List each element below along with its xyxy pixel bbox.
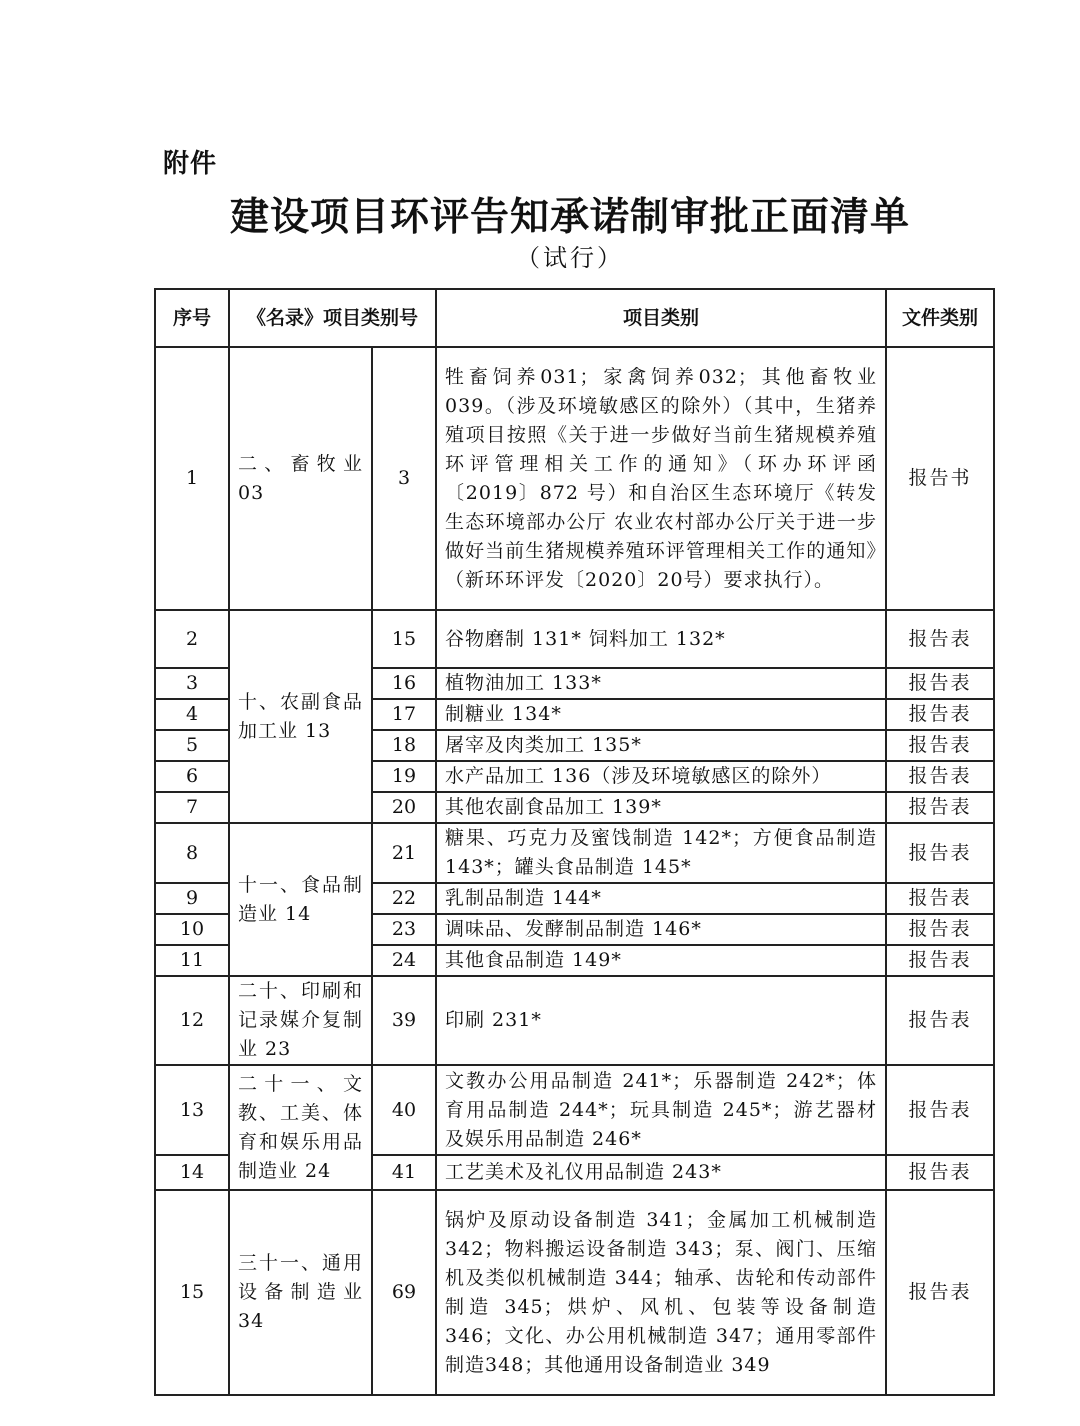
industry-group: 二十、印刷和记录媒介复制业 23: [229, 976, 372, 1065]
category-description: 牲畜饲养031；家禽饲养032；其他畜牧业039。（涉及环境敏感区的除外）（其中，生猪养殖项目按照《关于进一步做好当前生猪规模养殖环评管理相关工作的通知》（环办环评函〔2019〕872 号）和自治区生态环境厅《转发生态环境部办公厅 农业农村部办公厅关于进一步做好当前生猪规模养殖环评管理相关工作的通知》（新环环评发〔2020〕20号）要求执行）。: [436, 347, 886, 610]
category-description: 糖果、巧克力及蜜饯制造 142*；方便食品制造 143*；罐头食品制造 145*: [436, 823, 886, 883]
category-number: 17: [372, 699, 436, 730]
category-number: 18: [372, 730, 436, 761]
row-seq: 1: [155, 347, 229, 610]
doc-type: 报告表: [886, 668, 994, 699]
doc-type: 报告表: [886, 914, 994, 945]
doc-type: 报告表: [886, 945, 994, 976]
category-number: 22: [372, 883, 436, 914]
category-description: 其他食品制造 149*: [436, 945, 886, 976]
category-description: 制糖业 134*: [436, 699, 886, 730]
row-seq: 9: [155, 883, 229, 914]
approval-list-table: [154, 288, 995, 1396]
doc-type: 报告表: [886, 699, 994, 730]
industry-group: 十一、食品制造业 14: [229, 823, 372, 976]
row-seq: 11: [155, 945, 229, 976]
category-description: 植物油加工 133*: [436, 668, 886, 699]
header-category: 项目类别: [436, 289, 886, 347]
doc-type: 报告表: [886, 761, 994, 792]
header-seq: 序号: [155, 289, 229, 347]
row-seq: 5: [155, 730, 229, 761]
doc-type: 报告表: [886, 792, 994, 823]
doc-type: 报告表: [886, 1155, 994, 1190]
table-row: [155, 610, 994, 668]
category-description: 水产品加工 136（涉及环境敏感区的除外）: [436, 761, 886, 792]
document-title: 建设项目环评告知承诺制审批正面清单: [229, 195, 910, 240]
industry-group: 十、农副食品加工业 13: [229, 610, 372, 823]
document-subtitle: （试行）: [516, 244, 624, 272]
category-number: 69: [372, 1190, 436, 1395]
category-number: 15: [372, 610, 436, 668]
doc-type: 报告表: [886, 610, 994, 668]
category-description: 印刷 231*: [436, 976, 886, 1065]
doc-type: 报告表: [886, 730, 994, 761]
row-seq: 10: [155, 914, 229, 945]
row-seq: 3: [155, 668, 229, 699]
attachment-label: 附件: [163, 149, 218, 179]
row-seq: 6: [155, 761, 229, 792]
doc-type: 报告表: [886, 823, 994, 883]
row-seq: 13: [155, 1065, 229, 1155]
doc-type: 报告表: [886, 1190, 994, 1395]
category-description: 谷物磨制 131* 饲料加工 132*: [436, 610, 886, 668]
header-doc-type: 文件类别: [886, 289, 994, 347]
row-seq: 14: [155, 1155, 229, 1190]
category-number: 40: [372, 1065, 436, 1155]
doc-type: 报告表: [886, 1065, 994, 1155]
category-description: 屠宰及肉类加工 135*: [436, 730, 886, 761]
category-number: 23: [372, 914, 436, 945]
category-number: 24: [372, 945, 436, 976]
category-number: 16: [372, 668, 436, 699]
table-row: [155, 1065, 994, 1155]
category-number: 3: [372, 347, 436, 610]
industry-group: 二、畜牧业03: [229, 347, 372, 610]
row-seq: 2: [155, 610, 229, 668]
row-seq: 12: [155, 976, 229, 1065]
industry-group: 三十一、通用设备制造业34: [229, 1190, 372, 1395]
table-row: [155, 976, 994, 1065]
doc-type: 报告表: [886, 883, 994, 914]
table-header-row: [155, 289, 994, 347]
category-description: 锅炉及原动设备制造 341；金属加工机械制造342；物料搬运设备制造 343；泵、阀门、压缩机及类似机械制造 344；轴承、齿轮和传动部件制造 345；烘炉、风机、包装等设备制造 346；文化、办公用机械制造 347；通用零部件制造348；其他通用设备制造业 349: [436, 1190, 886, 1395]
category-number: 21: [372, 823, 436, 883]
category-description: 调味品、发酵制品制造 146*: [436, 914, 886, 945]
category-description: 文教办公用品制造 241*；乐器制造 242*；体育用品制造 244*；玩具制造 245*；游艺器材及娱乐用品制造 246*: [436, 1065, 886, 1155]
row-seq: 8: [155, 823, 229, 883]
header-catalog: 《名录》项目类别号: [229, 289, 436, 347]
category-description: 工艺美术及礼仪用品制造 243*: [436, 1155, 886, 1190]
table-row: [155, 1190, 994, 1395]
doc-type: 报告书: [886, 347, 994, 610]
industry-group: 二十一、文教、工美、体育和娱乐用品制造业 24: [229, 1065, 372, 1190]
category-number: 20: [372, 792, 436, 823]
table-row: [155, 347, 994, 610]
row-seq: 7: [155, 792, 229, 823]
doc-type: 报告表: [886, 976, 994, 1065]
category-description: 乳制品制造 144*: [436, 883, 886, 914]
table-row: [155, 823, 994, 883]
category-number: 41: [372, 1155, 436, 1190]
row-seq: 15: [155, 1190, 229, 1395]
row-seq: 4: [155, 699, 229, 730]
category-description: 其他农副食品加工 139*: [436, 792, 886, 823]
category-number: 19: [372, 761, 436, 792]
category-number: 39: [372, 976, 436, 1065]
